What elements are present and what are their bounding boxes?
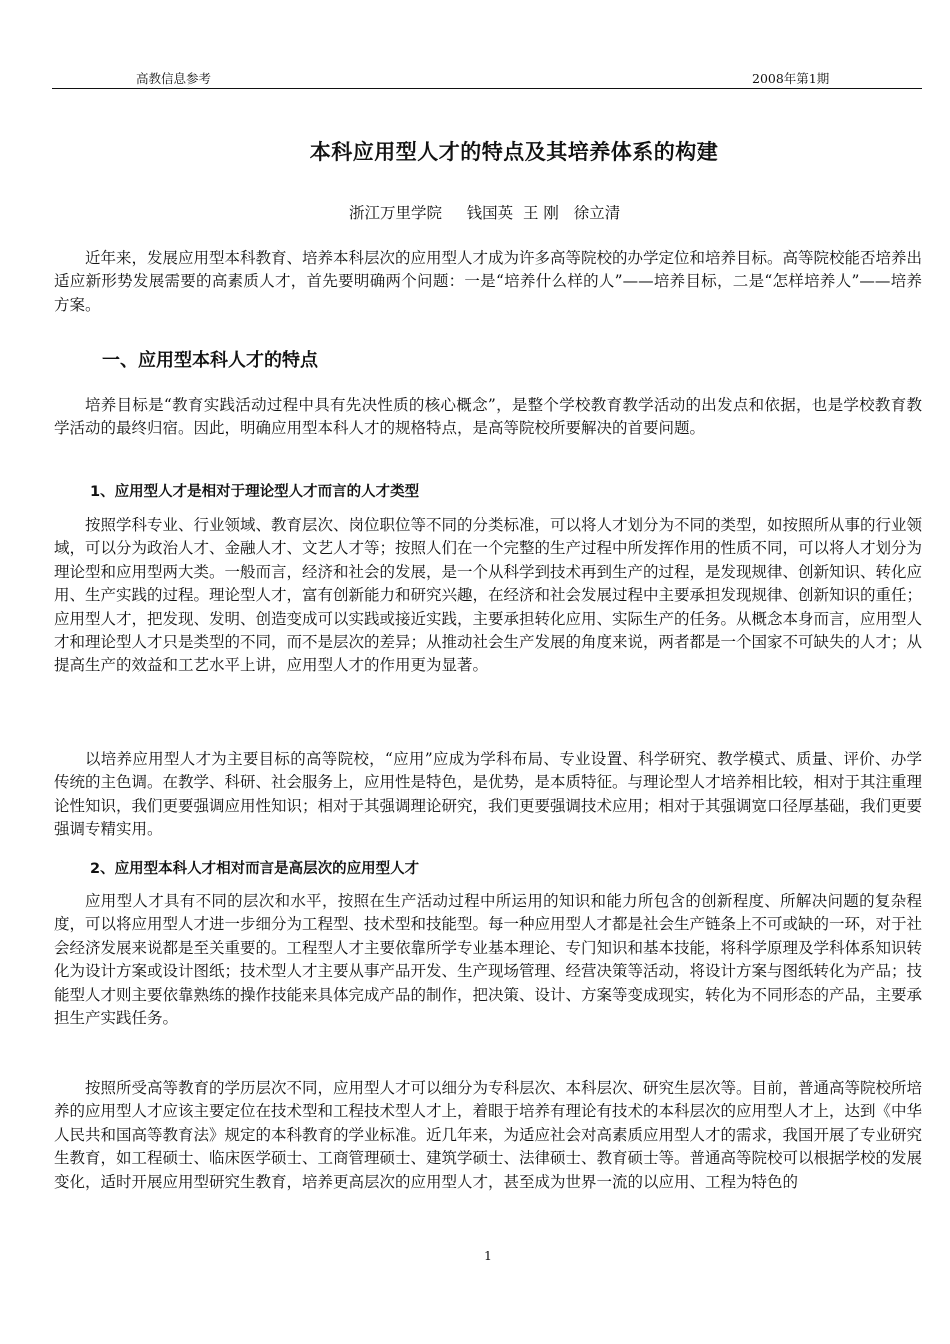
section-1-heading: 一、应用型本科人才的特点: [102, 350, 318, 371]
article-title: 本科应用型人才的特点及其培养体系的构建: [309, 140, 719, 164]
header-journal: 高教信息参考: [136, 71, 212, 86]
article-authors: 浙江万里学院 钱国英 王 刚 徐立清: [349, 204, 621, 222]
subsection-1-paragraph-1: 按照学科专业、行业领域、教育层次、岗位职位等不同的分类标准，可以将人才划分为不同的类型，如按照所从事的行业领域，可以分为政治人才、金融人才、文艺人才等；按照人们在一个完整的生产过程中所发挥作用的性质不同，可以将人才划分为理论型和应用型两大类。一般而言，经济和社会的发展，是一个从科学到技术再到生产的过程，是发现规律、创新知识、转化应用、生产实践的过程。理论型人才，富有创新能力和研究兴趣，在经济和社会发展过程中主要承担发现规律、创新知识的重任；应用型人才，把发现、发明、创造变成可以实践或接近实践，主要承担转化应用、实际生产的任务。从概念本身而言，应用型人才和理论型人才只是类型的不同，而不是层次的差异；从推动社会生产发展的角度来说，两者都是一个国家不可缺失的人才；从提高生产的效益和工艺水平上讲，应用型人才的作用更为显著。: [54, 516, 923, 675]
header-rule: [52, 88, 922, 89]
subsection-1-paragraph-2: 以培养应用型人才为主要目标的高等院校，“应用”应成为学科布局、专业设置、科学研究、教学模式、质量、评价、办学传统的主色调。在教学、科研、社会服务上，应用性是特色，是优势，是本质特征。与理论型人才培养相比较，相对于其注重理论性知识，我们更要强调应用性知识；相对于其强调理论研究，我们更要强调技术应用；相对于其强调宽口径厚基础，我们更要强调专精实用。: [54, 750, 923, 839]
subsection-2-paragraph-2: 按照所受高等教育的学历层次不同，应用型人才可以细分为专科层次、本科层次、研究生层次等。目前，普通高等院校所培养的应用型人才应该主要定位在技术型和工程技术型人才上，着眼于培养有理论有技术的本科层次的应用型人才上，达到《中华人民共和国高等教育法》规定的本科教育的学业标准。近几年来，为适应社会对高素质应用型人才的需求，我国开展了专业研究生教育，如工程硕士、临床医学硕士、工商管理硕士、建筑学硕士、法律硕士、教育硕士等。普通高等院校可以根据学校的发展变化，适时开展应用型研究生教育，培养更高层次的应用型人才，甚至成为世界一流的以应用、工程为特色的: [54, 1079, 923, 1191]
subsection-2-paragraph-1: 应用型人才具有不同的层次和水平，按照在生产活动过程中所运用的知识和能力所包含的创新程度、所解决问题的复杂程度，可以将应用型人才进一步细分为工程型、技术型和技能型。每一种应用型人才都是社会生产链条上不可或缺的一环，对于社会经济发展来说都是至关重要的。工程型人才主要依靠所学专业基本理论、专门知识和基本技能，将科学原理及学科体系知识转化为设计方案或设计图纸；技术型人才主要从事产品开发、生产现场管理、经营决策等活动，将设计方案与图纸转化为产品；技能型人才则主要依靠熟练的操作技能来具体完成产品的制作，把决策、设计、方案等变成现实，转化为不同形态的产品，主要承担生产实践任务。: [54, 892, 923, 1028]
intro-paragraph: 近年来，发展应用型本科教育、培养本科层次的应用型人才成为许多高等院校的办学定位和培养目标。高等院校能否培养出适应新形势发展需要的高素质人才，首先要明确两个问题：一是“培养什么样的人”——培养目标，二是“怎样培养人”——培养方案。: [54, 249, 923, 314]
header-issue: 2008年第1期: [752, 71, 830, 86]
section-1-paragraph: 培养目标是“教育实践活动过程中具有先决性质的核心概念”，是整个学校教育教学活动的出发点和依据，也是学校教育教学活动的最终归宿。因此，明确应用型本科人才的规格特点，是高等院校所要解决的首要问题。: [54, 396, 922, 438]
subsection-1-heading: 1、应用型人才是相对于理论型人才而言的人才类型: [90, 484, 420, 500]
page-number: 1: [484, 1248, 492, 1263]
subsection-2-heading: 2、应用型本科人才相对而言是高层次的应用型人才: [90, 861, 420, 877]
